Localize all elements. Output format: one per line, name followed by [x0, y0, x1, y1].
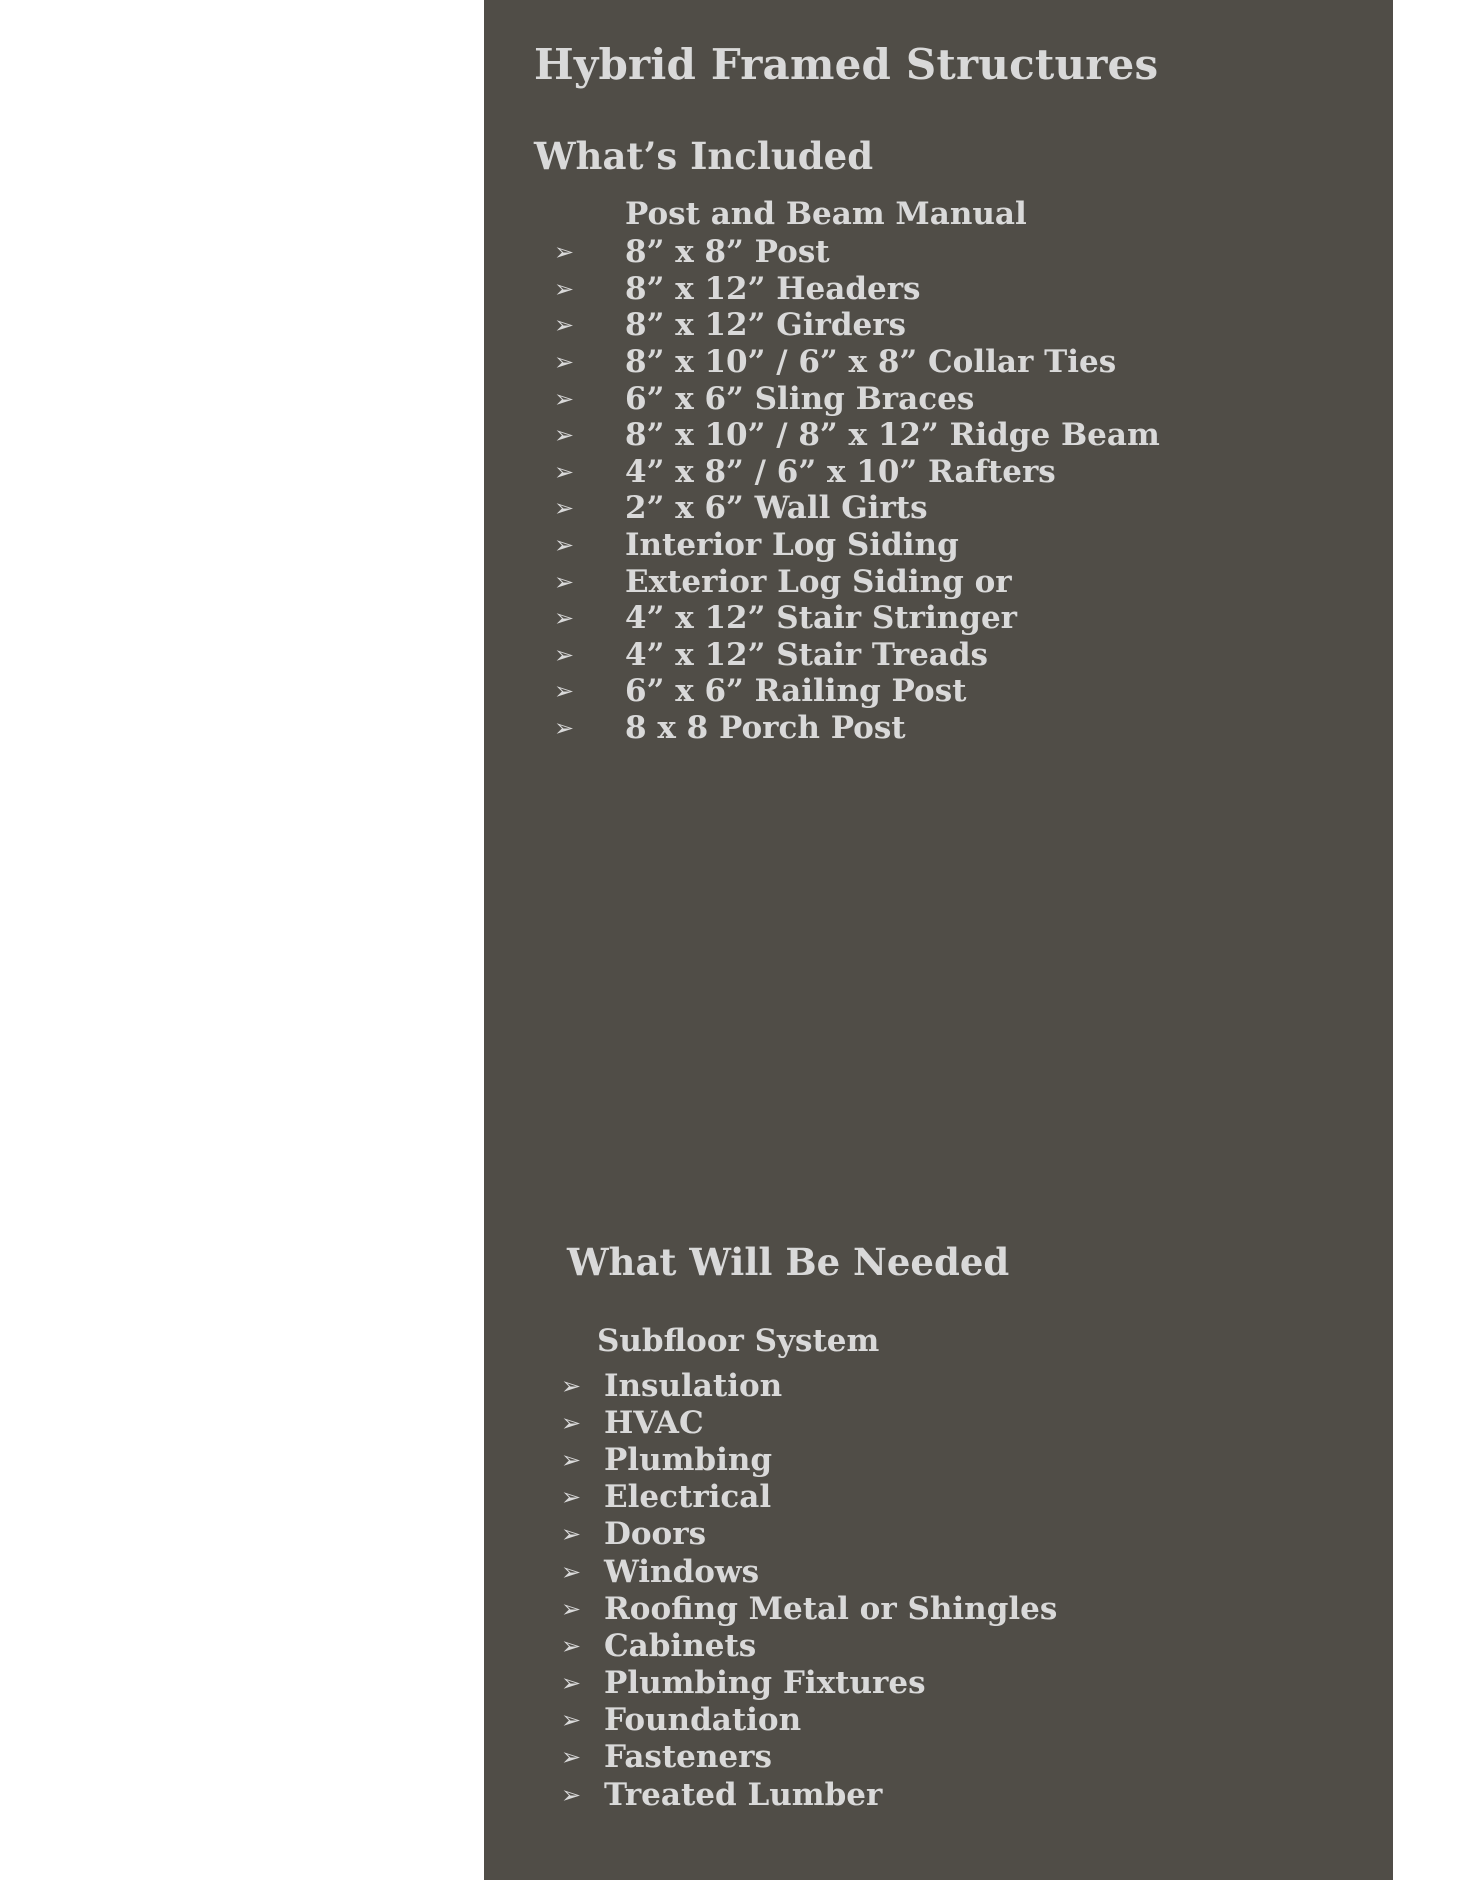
- needed-list-item-label: Plumbing Fixtures: [604, 1665, 926, 1702]
- included-list-item-label: 4” x 12” Stair Treads: [625, 636, 989, 673]
- included-list-item-label: 6” x 6” Railing Post: [625, 673, 967, 710]
- arrow-bullet-icon: ➢: [561, 1594, 582, 1623]
- included-list-item: [554, 637, 1160, 674]
- included-list-item-label: 8” x 10” / 8” x 12” Ridge Beam: [625, 417, 1160, 454]
- needed-list-item-label: Windows: [604, 1553, 760, 1590]
- included-list-item-label: 6” x 6” Sling Braces: [625, 380, 975, 417]
- needed-list-item-label: Roofing Metal or Shingles: [604, 1590, 1058, 1627]
- arrow-bullet-icon: ➢: [561, 1371, 582, 1400]
- needed-list-item-label: Fasteners: [604, 1739, 772, 1776]
- arrow-bullet-icon: ➢: [554, 640, 575, 669]
- needed-list-item: [561, 1404, 1057, 1441]
- needed-list-item: [561, 1479, 1057, 1516]
- needed-list-item-label: Insulation: [604, 1367, 783, 1404]
- needed-list-item: [561, 1553, 1057, 1590]
- included-list-item-label: 8 x 8 Porch Post: [625, 710, 906, 747]
- arrow-bullet-icon: ➢: [561, 1669, 582, 1698]
- arrow-bullet-icon: ➢: [554, 604, 575, 633]
- what-will-be-needed-heading: What Will Be Needed: [567, 1240, 1010, 1284]
- arrow-bullet-icon: ➢: [561, 1780, 582, 1809]
- needed-list-item-label: Electrical: [604, 1479, 772, 1516]
- arrow-bullet-icon: ➢: [554, 567, 575, 596]
- included-list: [554, 234, 1160, 746]
- included-list-item: [554, 490, 1160, 527]
- whats-included-heading: What’s Included: [534, 134, 874, 178]
- arrow-bullet-icon: ➢: [554, 421, 575, 450]
- arrow-bullet-icon: ➢: [561, 1445, 582, 1474]
- included-list-item-label: 8” x 10” / 6” x 8” Collar Ties: [625, 344, 1117, 381]
- needed-list-item-label: Plumbing: [604, 1441, 773, 1478]
- needed-list-item: [561, 1627, 1057, 1664]
- arrow-bullet-icon: ➢: [561, 1483, 582, 1512]
- needed-list-item: [561, 1516, 1057, 1553]
- arrow-bullet-icon: ➢: [561, 1743, 582, 1772]
- needed-list-item: [561, 1665, 1057, 1702]
- needed-list-item-label: Cabinets: [604, 1627, 757, 1664]
- page-title: Hybrid Framed Structures: [534, 40, 1159, 89]
- arrow-bullet-icon: ➢: [554, 457, 575, 486]
- included-list-item: [554, 527, 1160, 564]
- included-first-item: Post and Beam Manual: [625, 196, 1027, 232]
- needed-list-item: [561, 1739, 1057, 1776]
- arrow-bullet-icon: ➢: [554, 238, 575, 267]
- needed-list-item: [561, 1441, 1057, 1478]
- included-list-item: [554, 563, 1160, 600]
- arrow-bullet-icon: ➢: [554, 311, 575, 340]
- arrow-bullet-icon: ➢: [561, 1520, 582, 1549]
- included-list-item: [554, 234, 1160, 271]
- needed-list: [561, 1367, 1057, 1813]
- included-list-item-label: 4” x 12” Stair Stringer: [625, 600, 1018, 637]
- included-list-item: [554, 380, 1160, 417]
- needed-list-item: [561, 1702, 1057, 1739]
- included-list-item: [554, 307, 1160, 344]
- needed-list-item: [561, 1776, 1057, 1813]
- included-list-item: [554, 600, 1160, 637]
- needed-list-item-label: HVAC: [604, 1404, 704, 1441]
- included-list-item: [554, 417, 1160, 454]
- arrow-bullet-icon: ➢: [554, 494, 575, 523]
- arrow-bullet-icon: ➢: [554, 274, 575, 303]
- included-list-item: [554, 271, 1160, 308]
- included-list-item-label: 4” x 8” / 6” x 10” Rafters: [625, 453, 1056, 490]
- included-list-item: [554, 454, 1160, 491]
- content-panel: [484, 0, 1393, 1880]
- included-list-item: [554, 673, 1160, 710]
- included-list-item: [554, 344, 1160, 381]
- arrow-bullet-icon: ➢: [554, 348, 575, 377]
- included-list-item-label: Exterior Log Siding or: [625, 563, 1012, 600]
- included-list-item-label: Interior Log Siding: [625, 527, 959, 564]
- included-list-item-label: 2” x 6” Wall Girts: [625, 490, 928, 527]
- arrow-bullet-icon: ➢: [554, 714, 575, 743]
- included-list-item-label: 8” x 12” Headers: [625, 270, 921, 307]
- included-list-item-label: 8” x 12” Girders: [625, 307, 906, 344]
- included-list-item: [554, 710, 1160, 747]
- included-list-item-label: 8” x 8” Post: [625, 234, 830, 271]
- arrow-bullet-icon: ➢: [554, 677, 575, 706]
- arrow-bullet-icon: ➢: [561, 1557, 582, 1586]
- needed-first-item: Subfloor System: [597, 1323, 880, 1359]
- needed-list-item-label: Treated Lumber: [604, 1776, 883, 1813]
- arrow-bullet-icon: ➢: [561, 1408, 582, 1437]
- needed-list-item: [561, 1367, 1057, 1404]
- arrow-bullet-icon: ➢: [554, 384, 575, 413]
- arrow-bullet-icon: ➢: [561, 1631, 582, 1660]
- arrow-bullet-icon: ➢: [561, 1706, 582, 1735]
- needed-list-item-label: Doors: [604, 1516, 707, 1553]
- arrow-bullet-icon: ➢: [554, 531, 575, 560]
- needed-list-item-label: Foundation: [604, 1702, 802, 1739]
- needed-list-item: [561, 1590, 1057, 1627]
